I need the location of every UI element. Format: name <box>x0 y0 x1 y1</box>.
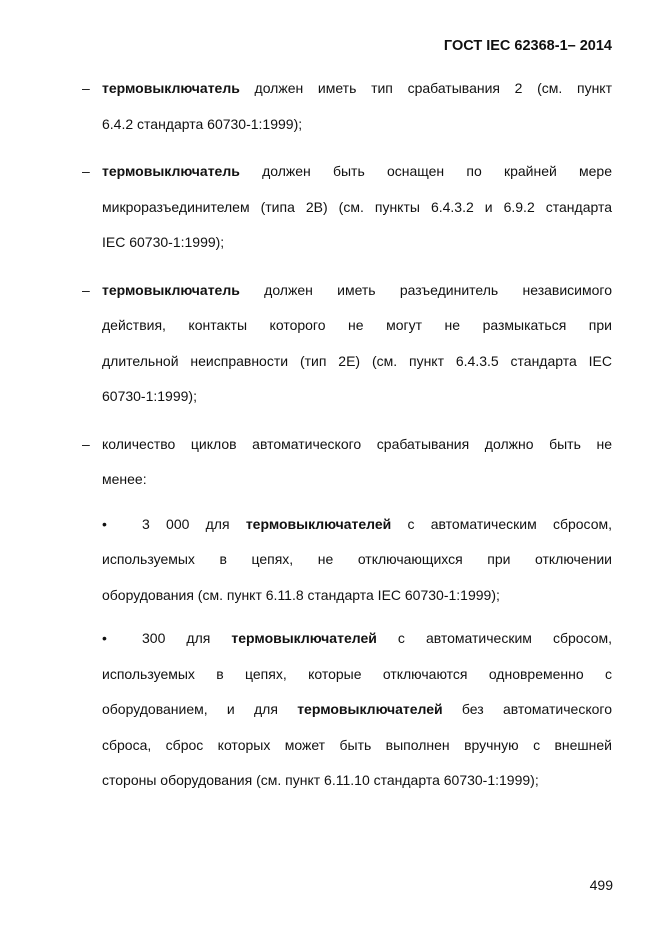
document-header: ГОСТ IEC 62368-1– 2014 <box>443 38 612 54</box>
text-fragment: должен иметь тип срабатывания 2 (см. пункт <box>239 80 612 96</box>
bullet-marker: • <box>102 515 107 532</box>
text-line: сброса, сброс которых может быть выполнен вручную с внешней <box>102 736 612 753</box>
text-line <box>102 154 612 190</box>
text-line: менее: <box>102 471 147 487</box>
bullet-item <box>102 621 612 799</box>
text-line: 60730-1:1999); <box>102 388 197 404</box>
text-line: стороны оборудования (см. пункт 6.11.10 стандарта 60730-1:1999); <box>102 772 539 788</box>
text-line: микроразъединителем (типа 2В) (см. пункты 6.4.3.2 и 6.9.2 стандарта <box>102 198 612 215</box>
text-fragment: с автоматическим сбросом, <box>376 630 612 646</box>
list-item <box>82 273 612 415</box>
text-line: используемых в цепях, не отключающихся при отключении <box>102 551 612 567</box>
term: термовыключателей <box>231 630 377 646</box>
bullet-item <box>102 507 612 614</box>
list-item <box>82 154 612 261</box>
text-line <box>102 621 612 657</box>
term: термовыключатель <box>102 163 240 179</box>
list-item <box>82 427 612 498</box>
term: термовыключатель <box>102 80 240 96</box>
text-line: используемых в цепях, которые отключаются одновременно с <box>102 665 612 682</box>
text-line <box>102 692 612 728</box>
document-body <box>82 71 612 807</box>
text-line <box>102 273 612 309</box>
text-line <box>102 507 612 543</box>
text-fragment: должен иметь разъединитель независимого <box>239 281 612 298</box>
term: термовыключателей <box>245 515 392 532</box>
text-line: оборудования (см. пункт 6.11.8 стандарта IEC 60730-1:1999); <box>102 586 500 603</box>
dash-marker: – <box>82 435 90 452</box>
text-line: количество циклов автоматического срабатывания должно быть не <box>102 435 612 452</box>
text-fragment: должен быть оснащен по крайней мере <box>239 163 612 179</box>
text-line: длительной неисправности (тип 2Е) (см. пункт 6.4.3.5 стандарта IEC <box>102 352 612 369</box>
text-fragment: 300 для <box>142 630 232 646</box>
text-line <box>102 71 612 107</box>
text-line: IEC 60730-1:1999); <box>102 234 225 250</box>
text-fragment: 3 000 для <box>142 515 246 532</box>
bullet-marker: • <box>102 630 107 646</box>
text-fragment: без автоматического <box>442 701 612 717</box>
dash-marker: – <box>82 163 90 179</box>
text-fragment: оборудованием, и для <box>102 701 298 717</box>
page-number: 499 <box>589 877 613 893</box>
term: термовыключателей <box>297 701 443 717</box>
text-fragment: с автоматическим сбросом, <box>391 515 612 532</box>
term: термовыключатель <box>102 281 240 298</box>
text-line: 6.4.2 стандарта 60730-1:1999); <box>102 115 303 132</box>
dash-marker: – <box>82 80 90 96</box>
dash-marker: – <box>82 281 90 298</box>
text-line: действия, контакты которого не могут не размыкаться при <box>102 317 612 333</box>
list-item <box>82 71 612 142</box>
